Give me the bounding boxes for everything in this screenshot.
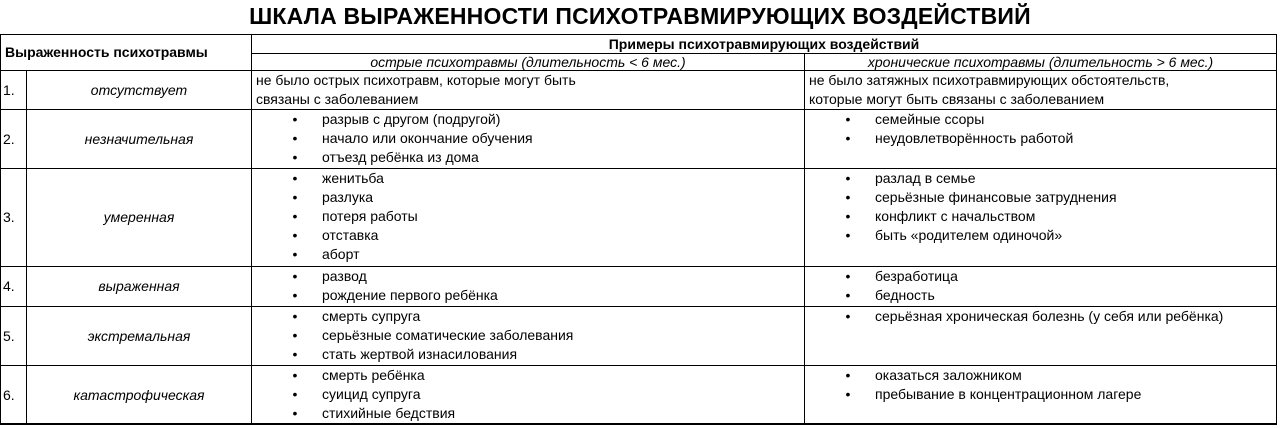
header-row — [1, 35, 1277, 54]
bullet-icon: • — [292, 405, 298, 421]
table-bottom-border — [0, 423, 1276, 424]
acute-examples-cell — [252, 110, 805, 169]
table-row — [1, 267, 1277, 307]
list-item — [805, 169, 1276, 188]
table-row — [1, 110, 1277, 169]
bullet-icon: • — [292, 287, 298, 303]
severity-level: катастрофическая — [27, 366, 252, 425]
list-item — [252, 129, 804, 148]
list-item-text: разрыв с другом (подругой) — [322, 111, 501, 127]
chronic-description-line: не было затяжных психотравмирующих обстоятельств, — [809, 72, 1170, 88]
chronic-examples-cell — [805, 366, 1277, 425]
chronic-examples-cell — [805, 307, 1277, 366]
acute-examples-cell — [252, 307, 805, 366]
chronic-examples-cell — [805, 267, 1277, 307]
chronic-examples-list — [805, 366, 1276, 404]
bullet-icon: • — [845, 208, 851, 224]
chronic-examples-list — [805, 169, 1276, 245]
list-item-text: разлад в семье — [875, 170, 976, 186]
list-item — [252, 188, 804, 207]
bullet-icon: • — [845, 367, 851, 383]
row-number: 1. — [1, 71, 27, 110]
acute-examples-list — [252, 110, 804, 167]
row-number: 3. — [1, 169, 27, 267]
acute-examples-list — [252, 307, 804, 364]
bullet-icon: • — [845, 170, 851, 186]
bullet-icon: • — [845, 308, 851, 324]
chronic-examples-cell — [805, 71, 1277, 110]
list-item — [805, 110, 1276, 129]
acute-examples-cell — [252, 169, 805, 267]
acute-examples-cell — [252, 71, 805, 110]
bullet-icon: • — [292, 268, 298, 284]
chronic-examples-list — [805, 110, 1276, 148]
bullet-icon: • — [292, 227, 298, 243]
list-item-text: бедность — [875, 287, 935, 303]
list-item — [805, 366, 1276, 385]
severity-level: экстремальная — [27, 307, 252, 366]
severity-scale-table — [0, 34, 1277, 425]
bullet-icon: • — [845, 130, 851, 146]
list-item — [805, 207, 1276, 226]
bullet-icon: • — [845, 268, 851, 284]
severity-level: умеренная — [27, 169, 252, 267]
list-item-text: оказаться заложником — [875, 367, 1022, 383]
acute-examples-list — [252, 169, 804, 264]
table-row — [1, 169, 1277, 267]
list-item — [805, 226, 1276, 245]
list-item-text: серьёзные финансовые затруднения — [875, 189, 1117, 205]
list-item — [805, 307, 1276, 326]
list-item — [252, 148, 804, 167]
list-item-text: неудовлетворённость работой — [875, 130, 1074, 146]
list-item — [805, 129, 1276, 148]
acute-examples-list — [252, 366, 804, 423]
list-item-text: потеря работы — [322, 208, 418, 224]
severity-level: выраженная — [27, 267, 252, 307]
bullet-icon: • — [292, 208, 298, 224]
list-item — [252, 366, 804, 385]
acute-description-line: не было острых психотравм, которые могут быть — [256, 72, 576, 88]
chronic-examples-cell — [805, 169, 1277, 267]
list-item-text: отставка — [322, 227, 379, 243]
list-item-text: серьёзные соматические заболевания — [322, 327, 574, 343]
severity-level: отсутствует — [27, 71, 252, 110]
list-item-text: безработица — [875, 268, 958, 284]
bullet-icon: • — [292, 308, 298, 324]
bullet-icon: • — [292, 111, 298, 127]
page-title: ШКАЛА ВЫРАЖЕННОСТИ ПСИХОТРАВМИРУЮЩИХ ВОЗДЕЙСТВИЙ — [249, 3, 1031, 29]
bullet-icon: • — [292, 386, 298, 402]
table-row — [1, 71, 1277, 110]
list-item-text: стать жертвой изнасилования — [322, 346, 518, 362]
acute-examples-list — [252, 267, 804, 305]
list-item — [252, 326, 804, 345]
list-item-text: начало или окончание обучения — [322, 130, 533, 146]
list-item-text: смерть ребёнка — [322, 367, 425, 383]
bullet-icon: • — [292, 246, 298, 262]
bullet-icon: • — [845, 227, 851, 243]
list-item-text: женитьба — [322, 170, 384, 186]
list-item — [252, 385, 804, 404]
list-item-text: развод — [322, 268, 367, 284]
acute-description-line: связаны с заболеванием — [256, 91, 419, 107]
bullet-icon: • — [845, 386, 851, 402]
list-item-text: быть «родителем одиночой» — [875, 227, 1063, 243]
bullet-icon: • — [845, 287, 851, 303]
list-item — [252, 245, 804, 264]
list-item-text: аборт — [322, 246, 360, 262]
header-examples: Примеры психотравмирующих воздействий — [252, 35, 1277, 54]
chronic-description-line: которые могут быть связаны с заболеванием — [809, 91, 1105, 107]
list-item — [252, 345, 804, 364]
table-row — [1, 307, 1277, 366]
list-item — [805, 385, 1276, 404]
list-item-text: семейные ссоры — [875, 111, 985, 127]
bullet-icon: • — [292, 130, 298, 146]
chronic-examples-list — [805, 307, 1276, 326]
list-item — [252, 267, 804, 286]
bullet-icon: • — [292, 346, 298, 362]
chronic-examples-list — [805, 267, 1276, 305]
row-number: 6. — [1, 366, 27, 425]
chronic-examples-cell — [805, 110, 1277, 169]
bullet-icon: • — [845, 189, 851, 205]
header-severity: Выраженность психотравмы — [1, 35, 252, 71]
bullet-icon: • — [292, 170, 298, 186]
list-item — [252, 110, 804, 129]
header-chronic: хронические психотравмы (длительность > 6 мес.) — [805, 54, 1277, 71]
bullet-icon: • — [292, 149, 298, 165]
list-item — [805, 188, 1276, 207]
list-item-text: смерть супруга — [322, 308, 421, 324]
list-item — [252, 404, 804, 423]
acute-examples-cell — [252, 366, 805, 425]
list-item-text: разлука — [322, 189, 374, 205]
header-acute: острые психотравмы (длительность < 6 мес.) — [252, 54, 805, 71]
row-number: 5. — [1, 307, 27, 366]
bullet-icon: • — [292, 367, 298, 383]
acute-examples-cell — [252, 267, 805, 307]
bullet-icon: • — [292, 327, 298, 343]
bullet-icon: • — [845, 111, 851, 127]
list-item-text: конфликт с начальством — [875, 208, 1036, 224]
table-row — [1, 366, 1277, 425]
bullet-icon: • — [292, 189, 298, 205]
list-item — [252, 207, 804, 226]
list-item-text: суицид супруга — [322, 386, 421, 402]
list-item — [252, 286, 804, 305]
list-item — [252, 307, 804, 326]
row-number: 2. — [1, 110, 27, 169]
row-number: 4. — [1, 267, 27, 307]
list-item-text: рождение первого ребёнка — [322, 287, 498, 303]
list-item-text: пребывание в концентрационном лагере — [875, 386, 1142, 402]
list-item — [252, 226, 804, 245]
list-item — [252, 169, 804, 188]
list-item-text: отъезд ребёнка из дома — [322, 149, 479, 165]
list-item — [805, 286, 1276, 305]
list-item-text: стихийные бедствия — [322, 405, 456, 421]
list-item — [805, 267, 1276, 286]
list-item-text: серьёзная хроническая болезнь (у себя или ребёнка) — [875, 308, 1224, 324]
severity-level: незначительная — [27, 110, 252, 169]
